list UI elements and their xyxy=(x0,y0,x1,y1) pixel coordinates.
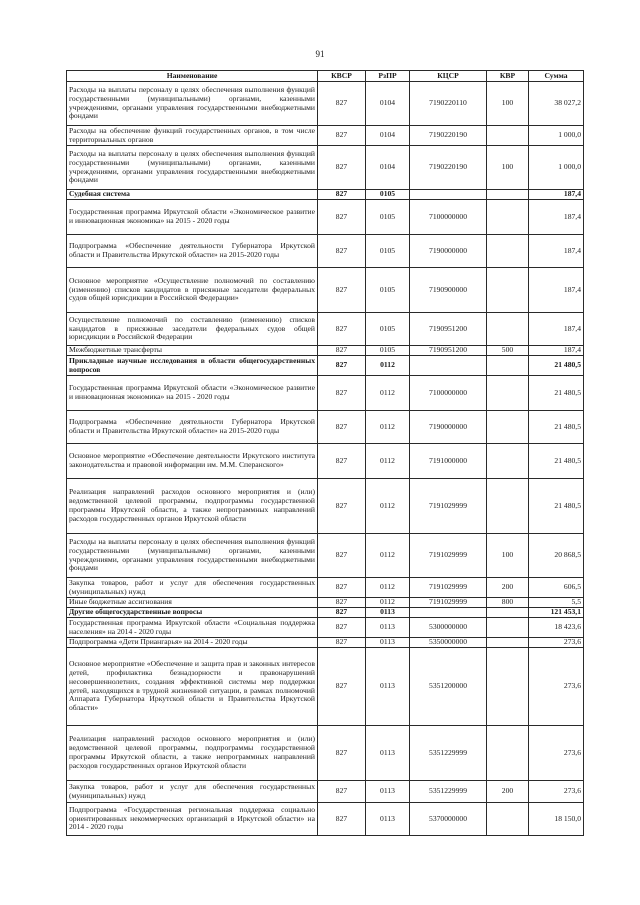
row-kcsr-cell: 7191029999 xyxy=(410,479,487,534)
row-name-cell: Прикладные научные исследования в области общегосударственных вопросов xyxy=(67,356,318,376)
row-kcsr-cell: 7190951200 xyxy=(410,346,487,356)
row-name-cell: Реализация направлений расходов основного мероприятия и (или) ведомственной целевой программы, подпрограммы государственной программы Иркутской области, а также непрограммных направлений расходов государственных органов Иркутской области xyxy=(67,726,318,781)
row-kvr-cell xyxy=(487,200,529,235)
row-rzpr-cell: 0105 xyxy=(366,200,410,235)
row-name-cell: Основное мероприятие «Обеспечение деятельности Иркутского института законодательства и правовой информации им. М.М. Сперанского» xyxy=(67,444,318,479)
table-row xyxy=(67,200,584,235)
row-sum-cell: 187,4 xyxy=(529,235,584,268)
row-name-cell: Расходы на выплаты персоналу в целях обеспечения выполнения функций государственными (муниципальными) органами, казенными учреждениями, органами управления государственными внебюджетными фондами xyxy=(67,534,318,578)
table-header-row xyxy=(67,71,584,82)
table-row xyxy=(67,479,584,534)
row-kvr-cell xyxy=(487,479,529,534)
row-kvr-cell xyxy=(487,190,529,200)
row-kcsr-cell: 7190220190 xyxy=(410,146,487,190)
row-kvsr-cell: 827 xyxy=(318,411,366,444)
row-kcsr-cell: 7190000000 xyxy=(410,411,487,444)
row-rzpr-cell: 0113 xyxy=(366,803,410,836)
row-kvsr-cell: 827 xyxy=(318,638,366,648)
header-kcsr: КЦСР xyxy=(410,71,487,82)
table-row xyxy=(67,356,584,376)
row-kvr-cell xyxy=(487,268,529,313)
row-rzpr-cell: 0113 xyxy=(366,726,410,781)
row-rzpr-cell: 0112 xyxy=(366,444,410,479)
table-row xyxy=(67,146,584,190)
row-name-cell: Судебная система xyxy=(67,190,318,200)
row-rzpr-cell: 0105 xyxy=(366,313,410,346)
row-kvsr-cell: 827 xyxy=(318,803,366,836)
row-kcsr-cell: 5370000000 xyxy=(410,803,487,836)
table-row xyxy=(67,534,584,578)
row-kvsr-cell: 827 xyxy=(318,444,366,479)
table-body xyxy=(67,82,584,836)
row-kvsr-cell: 827 xyxy=(318,376,366,411)
row-kvsr-cell: 827 xyxy=(318,235,366,268)
row-name-cell: Подпрограмма «Обеспечение деятельности Губернатора Иркутской области и Правительства Иркутской области» на 2015-2020 годы xyxy=(67,235,318,268)
row-rzpr-cell: 0113 xyxy=(366,608,410,618)
row-name-cell: Реализация направлений расходов основного мероприятия и (или) ведомственной целевой программы, подпрограммы государственной программы Иркутской области, а также непрограммных направлений расходов государственных органов Иркутской области xyxy=(67,479,318,534)
row-kvr-cell xyxy=(487,411,529,444)
table-row xyxy=(67,598,584,608)
row-kvr-cell xyxy=(487,648,529,726)
table-row xyxy=(67,313,584,346)
row-rzpr-cell: 0113 xyxy=(366,648,410,726)
row-sum-cell: 187,4 xyxy=(529,268,584,313)
table-row xyxy=(67,82,584,126)
row-sum-cell: 21 480,5 xyxy=(529,444,584,479)
header-rzpr: РзПР xyxy=(366,71,410,82)
row-kvr-cell xyxy=(487,608,529,618)
row-kvr-cell: 100 xyxy=(487,146,529,190)
row-rzpr-cell: 0112 xyxy=(366,356,410,376)
row-sum-cell: 606,5 xyxy=(529,578,584,598)
row-kvsr-cell: 827 xyxy=(318,781,366,803)
row-kcsr-cell: 7191029999 xyxy=(410,578,487,598)
row-kvr-cell xyxy=(487,313,529,346)
row-sum-cell: 273,6 xyxy=(529,781,584,803)
row-kcsr-cell: 7190220190 xyxy=(410,126,487,146)
row-kvsr-cell: 827 xyxy=(318,346,366,356)
row-name-cell: Иные бюджетные ассигнования xyxy=(67,598,318,608)
row-kvsr-cell: 827 xyxy=(318,356,366,376)
row-name-cell: Основное мероприятие «Осуществление полномочий по составлению (изменению) списков кандидатов в присяжные заседатели федеральных судов общей юрисдикции в Российской Федерации» xyxy=(67,268,318,313)
row-kvsr-cell: 827 xyxy=(318,313,366,346)
row-kvsr-cell: 827 xyxy=(318,146,366,190)
row-name-cell: Государственная программа Иркутской области «Социальная поддержка населения» на 2014 - 2020 годы xyxy=(67,618,318,638)
row-rzpr-cell: 0113 xyxy=(366,638,410,648)
row-name-cell: Подпрограмма «Обеспечение деятельности Губернатора Иркутской области и Правительства Иркутской области» на 2015-2020 годы xyxy=(67,411,318,444)
row-kcsr-cell: 5300000000 xyxy=(410,618,487,638)
row-sum-cell: 121 453,1 xyxy=(529,608,584,618)
row-kvr-cell xyxy=(487,726,529,781)
row-kvr-cell xyxy=(487,638,529,648)
row-name-cell: Другие общегосударственные вопросы xyxy=(67,608,318,618)
table-row xyxy=(67,190,584,200)
row-rzpr-cell: 0105 xyxy=(366,346,410,356)
row-name-cell: Межбюджетные трансферты xyxy=(67,346,318,356)
row-rzpr-cell: 0104 xyxy=(366,82,410,126)
header-sum: Сумма xyxy=(529,71,584,82)
row-kvr-cell xyxy=(487,803,529,836)
row-kcsr-cell: 7190000000 xyxy=(410,235,487,268)
row-rzpr-cell: 0112 xyxy=(366,598,410,608)
row-kvr-cell xyxy=(487,356,529,376)
row-kvsr-cell: 827 xyxy=(318,126,366,146)
row-kcsr-cell: 7100000000 xyxy=(410,200,487,235)
row-sum-cell: 1 000,0 xyxy=(529,126,584,146)
row-name-cell: Расходы на выплаты персоналу в целях обеспечения выполнения функций государственными (муниципальными) органами, казенными учреждениями, органами управления государственными внебюджетными фондами xyxy=(67,146,318,190)
row-kvsr-cell: 827 xyxy=(318,598,366,608)
table-row xyxy=(67,618,584,638)
table-row xyxy=(67,638,584,648)
row-kvr-cell: 100 xyxy=(487,534,529,578)
header-kvsr: КВСР xyxy=(318,71,366,82)
row-sum-cell: 187,4 xyxy=(529,190,584,200)
row-rzpr-cell: 0112 xyxy=(366,534,410,578)
table-row xyxy=(67,376,584,411)
row-rzpr-cell: 0104 xyxy=(366,146,410,190)
row-kcsr-cell: 7191029999 xyxy=(410,598,487,608)
row-rzpr-cell: 0105 xyxy=(366,268,410,313)
row-kcsr-cell xyxy=(410,608,487,618)
row-sum-cell: 187,4 xyxy=(529,200,584,235)
table-row xyxy=(67,648,584,726)
row-name-cell: Осуществление полномочий по составлению (изменению) списков кандидатов в присяжные заседатели федеральных судов общей юрисдикции в Российской Федерации xyxy=(67,313,318,346)
row-name-cell: Расходы на обеспечение функций государственных органов, в том числе территориальных органов xyxy=(67,126,318,146)
row-kvsr-cell: 827 xyxy=(318,726,366,781)
table-row xyxy=(67,781,584,803)
row-name-cell: Основное мероприятие «Обеспечение и защита прав и законных интересов детей, профилактика безнадзорности и правонарушений несовершеннолетних, создания эффективной системы мер поддержки детей, находящихся в трудной жизненной ситуации, в рамках полномочий Аппарата Губернатора Иркутской области и Правительства Иркутской области» xyxy=(67,648,318,726)
row-kcsr-cell: 7190951200 xyxy=(410,313,487,346)
row-sum-cell: 21 480,5 xyxy=(529,411,584,444)
row-rzpr-cell: 0105 xyxy=(366,235,410,268)
row-kcsr-cell: 5351229999 xyxy=(410,726,487,781)
row-kcsr-cell: 7100000000 xyxy=(410,376,487,411)
table-row xyxy=(67,578,584,598)
row-kvsr-cell: 827 xyxy=(318,618,366,638)
header-kvr: КВР xyxy=(487,71,529,82)
budget-table xyxy=(66,70,584,836)
row-kvsr-cell: 827 xyxy=(318,648,366,726)
row-kvsr-cell: 827 xyxy=(318,534,366,578)
row-kcsr-cell: 5351229999 xyxy=(410,781,487,803)
row-sum-cell: 18 423,6 xyxy=(529,618,584,638)
row-name-cell: Государственная программа Иркутской области «Экономическое развитие и инновационная экономика» на 2015 - 2020 годы xyxy=(67,200,318,235)
row-name-cell: Подпрограмма «Государственная региональная поддержка социально ориентированных некоммерческих организаций в Иркутской области» на 2014 - 2020 годы xyxy=(67,803,318,836)
table-row xyxy=(67,235,584,268)
row-rzpr-cell: 0112 xyxy=(366,578,410,598)
row-kcsr-cell: 7190220110 xyxy=(410,82,487,126)
row-kcsr-cell: 7191029999 xyxy=(410,534,487,578)
row-sum-cell: 18 150,0 xyxy=(529,803,584,836)
row-sum-cell: 20 868,5 xyxy=(529,534,584,578)
row-kvsr-cell: 827 xyxy=(318,578,366,598)
table-row xyxy=(67,346,584,356)
row-kvsr-cell: 827 xyxy=(318,268,366,313)
row-kvr-cell xyxy=(487,376,529,411)
row-kvr-cell: 800 xyxy=(487,598,529,608)
row-kcsr-cell: 7191000000 xyxy=(410,444,487,479)
row-name-cell: Закупка товаров, работ и услуг для обеспечения государственных (муниципальных) нужд xyxy=(67,578,318,598)
row-kvr-cell: 500 xyxy=(487,346,529,356)
row-sum-cell: 1 000,0 xyxy=(529,146,584,190)
table-row xyxy=(67,726,584,781)
row-kvr-cell xyxy=(487,618,529,638)
row-rzpr-cell: 0113 xyxy=(366,618,410,638)
table-row xyxy=(67,803,584,836)
row-kvr-cell xyxy=(487,444,529,479)
row-sum-cell: 21 480,5 xyxy=(529,376,584,411)
row-kcsr-cell: 5350000000 xyxy=(410,638,487,648)
row-name-cell: Государственная программа Иркутской области «Экономическое развитие и инновационная экономика» на 2015 - 2020 годы xyxy=(67,376,318,411)
row-kcsr-cell: 5351200000 xyxy=(410,648,487,726)
row-kvsr-cell: 827 xyxy=(318,200,366,235)
row-kvsr-cell: 827 xyxy=(318,82,366,126)
row-name-cell: Подпрограмма «Дети Приангарья» на 2014 - 2020 годы xyxy=(67,638,318,648)
row-kvsr-cell: 827 xyxy=(318,608,366,618)
table-row xyxy=(67,444,584,479)
row-rzpr-cell: 0105 xyxy=(366,190,410,200)
row-kvsr-cell: 827 xyxy=(318,479,366,534)
row-name-cell: Закупка товаров, работ и услуг для обеспечения государственных (муниципальных) нужд xyxy=(67,781,318,803)
row-kcsr-cell xyxy=(410,356,487,376)
row-sum-cell: 21 480,5 xyxy=(529,479,584,534)
row-kcsr-cell: 7190900000 xyxy=(410,268,487,313)
row-kcsr-cell xyxy=(410,190,487,200)
row-name-cell: Расходы на выплаты персоналу в целях обеспечения выполнения функций государственными (муниципальными) органами, казенными учреждениями, органами управления государственными внебюджетными фондами xyxy=(67,82,318,126)
row-kvr-cell: 200 xyxy=(487,781,529,803)
row-kvr-cell xyxy=(487,235,529,268)
row-sum-cell: 5,5 xyxy=(529,598,584,608)
row-rzpr-cell: 0112 xyxy=(366,411,410,444)
row-kvr-cell: 200 xyxy=(487,578,529,598)
row-sum-cell: 21 480,5 xyxy=(529,356,584,376)
row-rzpr-cell: 0113 xyxy=(366,781,410,803)
row-sum-cell: 187,4 xyxy=(529,313,584,346)
row-rzpr-cell: 0104 xyxy=(366,126,410,146)
row-sum-cell: 273,6 xyxy=(529,726,584,781)
row-sum-cell: 187,4 xyxy=(529,346,584,356)
table-row xyxy=(67,268,584,313)
row-sum-cell: 273,6 xyxy=(529,638,584,648)
row-sum-cell: 38 027,2 xyxy=(529,82,584,126)
table-row xyxy=(67,608,584,618)
row-kvsr-cell: 827 xyxy=(318,190,366,200)
page-number: 91 xyxy=(315,49,325,59)
row-sum-cell: 273,6 xyxy=(529,648,584,726)
table-row xyxy=(67,411,584,444)
header-name: Наименование xyxy=(67,71,318,82)
table-row xyxy=(67,126,584,146)
row-kvr-cell xyxy=(487,126,529,146)
row-kvr-cell: 100 xyxy=(487,82,529,126)
row-rzpr-cell: 0112 xyxy=(366,376,410,411)
row-rzpr-cell: 0112 xyxy=(366,479,410,534)
